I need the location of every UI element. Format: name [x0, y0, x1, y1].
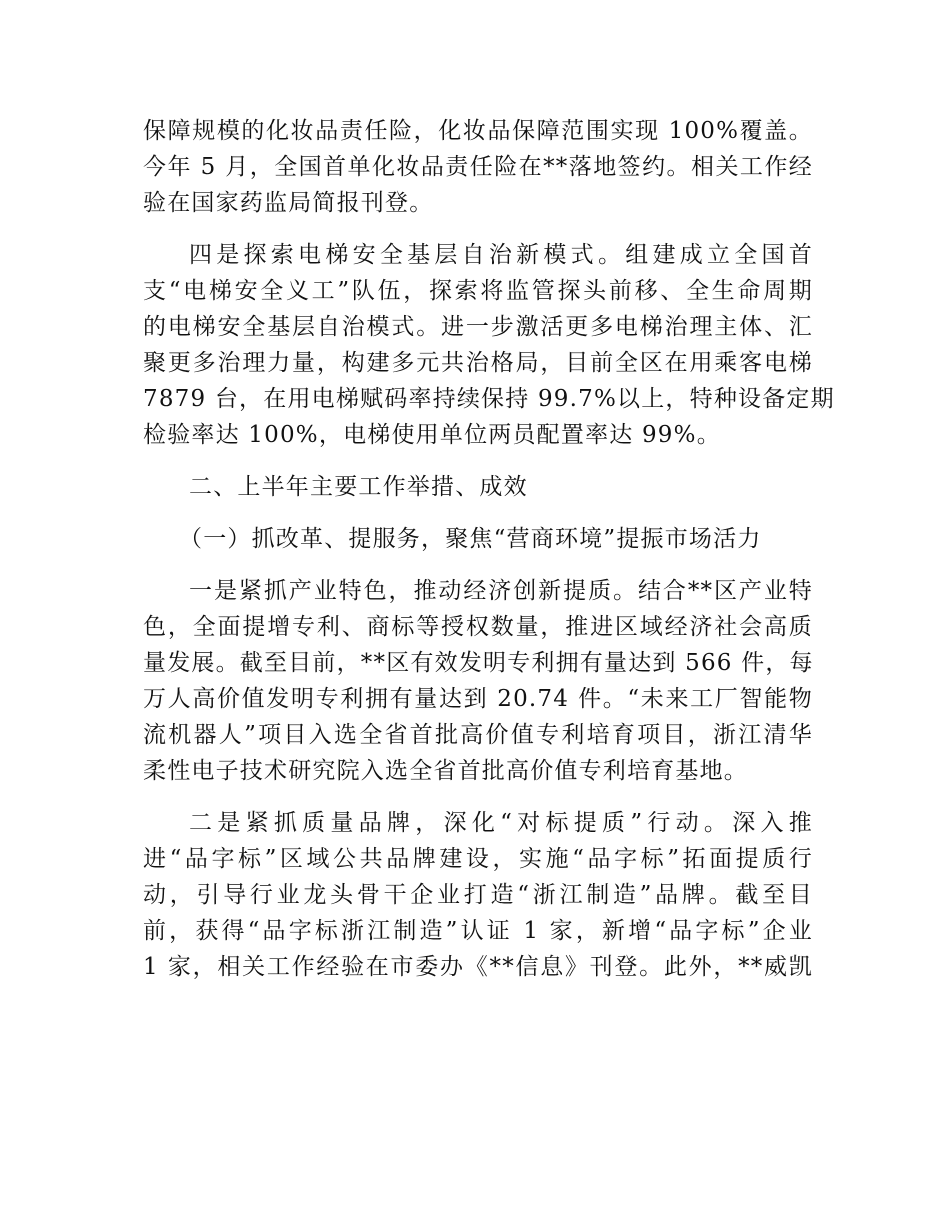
text-line: 一是紧抓产业特色，推动经济创新提质。结合**区产业特: [189, 578, 813, 604]
text-line: 四是探索电梯安全基层自治新模式。组建成立全国首: [189, 242, 813, 268]
text-line: 动，引导行业龙头骨干企业打造“浙江制造”品牌。截至目: [143, 882, 813, 908]
paragraph-quality-brand: [143, 805, 813, 985]
paragraph-industry-features: [143, 573, 813, 789]
text-line: 流机器人”项目入选全省首批高价值专利培育项目，浙江清华: [143, 722, 813, 748]
text-line: 的电梯安全基层自治模式。进一步激活更多电梯治理主体、汇: [143, 314, 813, 340]
text-line: 今年 5 月，全国首单化妆品责任险在**落地签约。相关工作经: [143, 154, 813, 180]
text-line: 万人高价值发明专利拥有量达到 20.74 件。“未来工厂智能物: [143, 686, 813, 712]
text-line: 1 家，相关工作经验在市委办《**信息》刊登。此外，**威凯: [143, 954, 813, 980]
text-line: 检验率达 100%，电梯使用单位两员配置率达 99%。: [143, 422, 721, 448]
text-line: 保障规模的化妆品责任险，化妆品保障范围实现 100%覆盖。: [143, 118, 813, 144]
document-body: [143, 113, 835, 985]
heading-text: （一）抓改革、提服务，聚焦“营商环境”提振市场活力: [179, 526, 762, 552]
paragraph-elevator-safety: [143, 237, 835, 453]
paragraph-cosmetics-insurance: [143, 113, 813, 221]
text-line: 量发展。截至目前，**区有效发明专利拥有量达到 566 件，每: [143, 650, 814, 676]
heading-text: 二、上半年主要工作举措、成效: [189, 474, 528, 500]
subsection-heading: [143, 521, 813, 557]
text-line: 进“品字标”区域公共品牌建设，实施“品字标”拓面提质行: [143, 846, 813, 872]
text-line: 聚更多治理力量，构建多元共治格局，目前全区在用乘客电梯: [143, 350, 813, 376]
section-heading: [143, 469, 813, 505]
text-line: 柔性电子技术研究院入选全省首批高价值专利培育基地。: [143, 758, 748, 784]
text-line: 前，获得“品字标浙江制造”认证 1 家，新增“品字标”企业: [143, 918, 813, 944]
text-line: 7879 台，在用电梯赋码率持续保持 99.7%以上，特种设备定期: [143, 386, 835, 412]
text-line: 二是紧抓质量品牌，深化“对标提质”行动。深入推: [189, 810, 813, 836]
text-line: 支“电梯安全义工”队伍，探索将监管探头前移、全生命周期: [143, 278, 813, 304]
text-line: 验在国家药监局简报刊登。: [143, 190, 434, 216]
text-line: 色，全面提增专利、商标等授权数量，推进区域经济社会高质: [143, 614, 813, 640]
